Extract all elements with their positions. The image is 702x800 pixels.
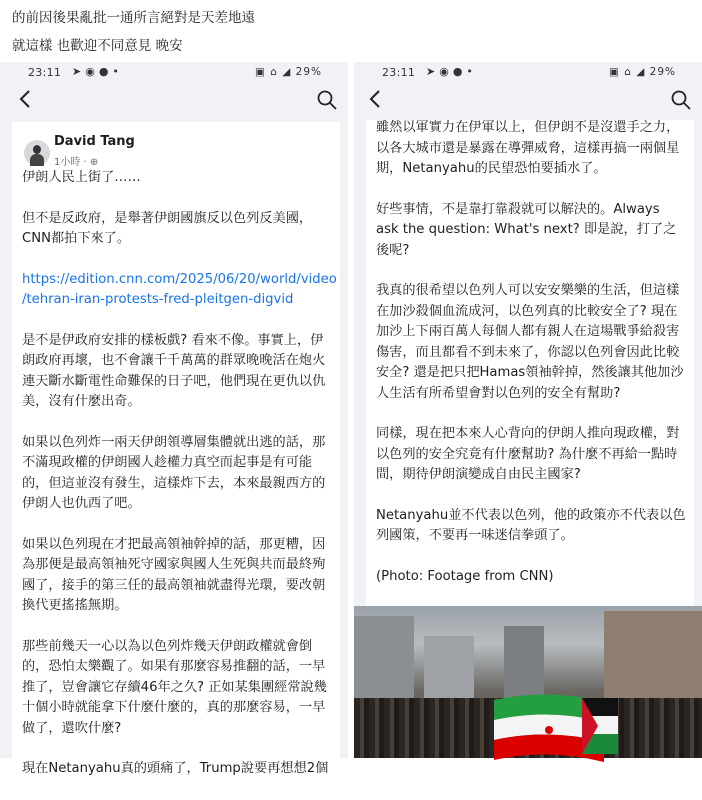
post-body [376, 118, 686, 607]
post-paragraph: 如果以色列現在才把最高領袖幹掉的話，那更糟，因為那便是最高領袖死守國家與國人生死與共而最終殉國了，接手的第三任的最高領袖就盡得光環，要改朝換代更搖搖無期。 [22, 536, 326, 613]
protest-photo[interactable] [354, 606, 702, 758]
author-name[interactable]: David Tang [54, 134, 135, 149]
post-link[interactable] [22, 270, 337, 311]
system-icons [255, 66, 322, 78]
arrow-left-icon[interactable] [16, 88, 36, 110]
post-card [12, 122, 340, 776]
left-phone-screenshot [0, 62, 348, 776]
post-body [22, 168, 337, 800]
cnn-link-line-2[interactable]: /tehran-iran-protests-fred-pleitgen-digvid [22, 292, 294, 307]
building [424, 636, 474, 706]
post-paragraph: 雖然以軍實力在伊軍以上，但伊朗不是沒還手之力，以各大城市還是暴露在導彈威脅，這樣再搞一兩個星期，Netanyahu的民望恐怕要插水了。 [376, 120, 680, 176]
building [354, 616, 414, 706]
arrow-left-icon[interactable] [366, 88, 386, 110]
notification-icons: ➤◉●• [426, 65, 477, 78]
caption-line-1: 的前因後果亂批一通所言絕對是天差地遠 [12, 10, 255, 26]
post-paragraph: 現在Netanyahu真的頭痛了，Trump說要再想想2個 [22, 761, 329, 776]
wifi-icon: ▣ ⌂ ◢ [254, 66, 292, 78]
right-phone-screenshot [354, 62, 702, 758]
post-paragraph: 但不是反政府，是舉著伊朗國旗反以色列反美國，CNN都拍下來了。 [22, 210, 313, 246]
caption-line-2: 就這樣 也歡迎不同意見 晚安 [12, 38, 183, 54]
nav-bar [354, 86, 702, 116]
post-paragraph: 我真的很希望以色列人可以安安樂樂的生活，但這樣在加沙殺個血流成河，以色列真的比較安全了? 現在加沙上下兩百萬人每個人都有親人在這場戰爭給殺害傷害，而且都看不到未來了，你認以色列會因此比較安全? 還是把只把Hamas領袖幹掉，然後讓其他加沙人生活有所希望會對以色列的安全有幫助? [376, 283, 684, 401]
post-paragraph: 那些前幾天一心以為以色列炸幾天伊朗政權就會倒的，恐怕太樂觀了。如果有那麼容易推翻的話，一早推了，豈會讓它存續46年之久? 正如某集團經常說幾十個小時就能拿下什麼什麼的，真的那麼容易，一早做了，還吹什麼? [22, 638, 327, 736]
post-paragraph: 同樣，現在把本來人心背向的伊朗人推向現政權，對以色列的安全究竟有什麼幫助? 為什麼不再給一點時間，期待伊朗演變成自由民主國家? [376, 426, 680, 482]
battery-percent: 29% [649, 66, 676, 78]
battery-percent: 29% [295, 66, 322, 78]
post-paragraph: 如果以色列炸一兩天伊朗領導層集體就出逃的話，那不滿現政權的伊朗國人趁權力真空而起事是有可能的，但這並沒有發生，這樣炸下去，本來最親西方的伊朗人也仇西了吧。 [22, 434, 326, 511]
post-paragraph: Netanyahu並不代表以色列，他的政策亦不代表以色列國策，不要再一味迷信拳頭了。 [376, 507, 686, 543]
post-paragraph: 是不是伊政府安排的樣板戲? 看來不像。事實上，伊朗政府再壞，也不會讓千千萬萬的群眾晚晚活在炮火連天斷水斷電性命難保的日子吧，他們現在更仇以仇美，沒有什麼出奇。 [22, 332, 326, 409]
search-icon[interactable] [670, 89, 692, 111]
post-paragraph: 伊朗人民上街了…… [22, 170, 141, 185]
avatar[interactable] [24, 140, 50, 166]
system-icons [609, 66, 676, 78]
status-time: 23:11 [28, 66, 62, 79]
nav-bar [0, 86, 348, 116]
post-paragraph: 好些事情，不是靠打靠殺就可以解決的。Always ask the question: What's next? 即是說，打了之後呢? [376, 201, 677, 258]
wifi-icon: ▣ ⌂ ◢ [608, 66, 646, 78]
notification-icons: ➤◉●• [72, 65, 123, 78]
building [604, 611, 702, 711]
status-bar [354, 62, 702, 84]
post-timestamp: 1小時 · ⊕ [54, 157, 99, 168]
status-bar [0, 62, 348, 84]
search-icon[interactable] [316, 89, 338, 111]
palestinian-flag [582, 698, 618, 754]
status-time: 23:11 [382, 66, 416, 79]
photo-credit: (Photo: Footage from CNN) [376, 568, 554, 584]
cnn-link-line-1[interactable]: https://edition.cnn.com/2025/06/20/world/video [22, 271, 337, 287]
